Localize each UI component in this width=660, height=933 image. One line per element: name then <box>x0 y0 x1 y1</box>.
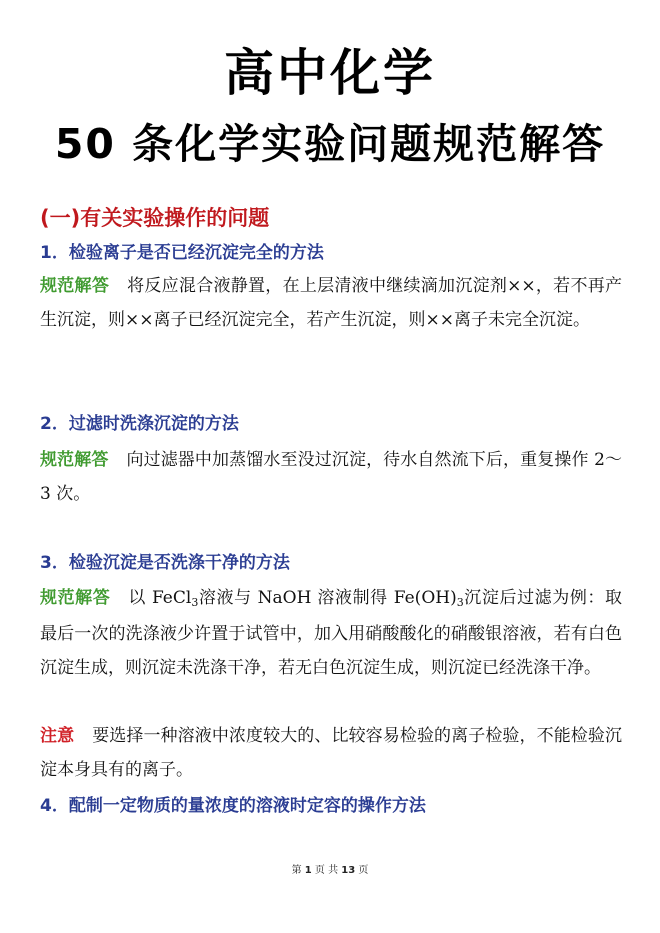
answer-tag: 规范解答 <box>40 450 109 470</box>
answer-text-part-2: 溶液与 NaOH 溶液制得 Fe(OH) <box>198 588 457 608</box>
question-3-note <box>40 719 622 787</box>
document-subtitle: 50 条化学实验问题规范解答 <box>54 120 606 168</box>
question-2-title: 2．过滤时洗涤沉淀的方法 <box>40 414 239 434</box>
subscript: 3 <box>456 596 464 609</box>
footer-prefix: 第 <box>291 865 302 876</box>
question-2-answer <box>40 443 622 511</box>
question-4-title: 4．配制一定物质的量浓度的溶液时定容的操作方法 <box>40 796 426 816</box>
question-1-answer <box>40 269 622 337</box>
section-heading: (一)有关实验操作的问题 <box>40 206 270 230</box>
answer-text-part-3: 沉淀后过滤为例：取最后一次的洗涤液少许置于试管中，加入用硝酸酸化的硝酸银溶液，若有白色沉淀生成，则沉淀未洗涤干净，若无白色沉淀生成，则沉淀已经洗涤干净。 <box>40 588 623 678</box>
question-3-answer <box>40 581 622 685</box>
footer-page-number: 1 <box>304 865 312 876</box>
footer-suffix: 页 <box>358 865 369 876</box>
answer-tag: 规范解答 <box>40 588 111 608</box>
footer-total-pages: 13 <box>341 865 356 876</box>
question-3-title: 3．检验沉淀是否洗涤干净的方法 <box>40 553 290 573</box>
footer-mid: 页 共 <box>314 865 339 876</box>
answer-text-part-1: 以 FeCl <box>128 588 192 608</box>
page-footer <box>0 864 660 878</box>
answer-text: 向过滤器中加蒸馏水至没过沉淀，待水自然流下后，重复操作 2～3 次。 <box>40 450 623 504</box>
note-text: 要选择一种溶液中浓度较大的、比较容易检验的离子检验，不能检验沉淀本身具有的离子。 <box>40 726 622 780</box>
document-title: 高中化学 <box>224 44 436 102</box>
note-tag: 注意 <box>40 726 75 746</box>
answer-text: 将反应混合液静置，在上层清液中继续滴加沉淀剂××，若不再产生沉淀，则××离子已经沉淀完全，若产生沉淀，则××离子未完全沉淀。 <box>40 276 622 330</box>
subscript: 3 <box>191 596 199 609</box>
answer-tag: 规范解答 <box>40 276 110 296</box>
question-1-title: 1．检验离子是否已经沉淀完全的方法 <box>40 243 324 263</box>
